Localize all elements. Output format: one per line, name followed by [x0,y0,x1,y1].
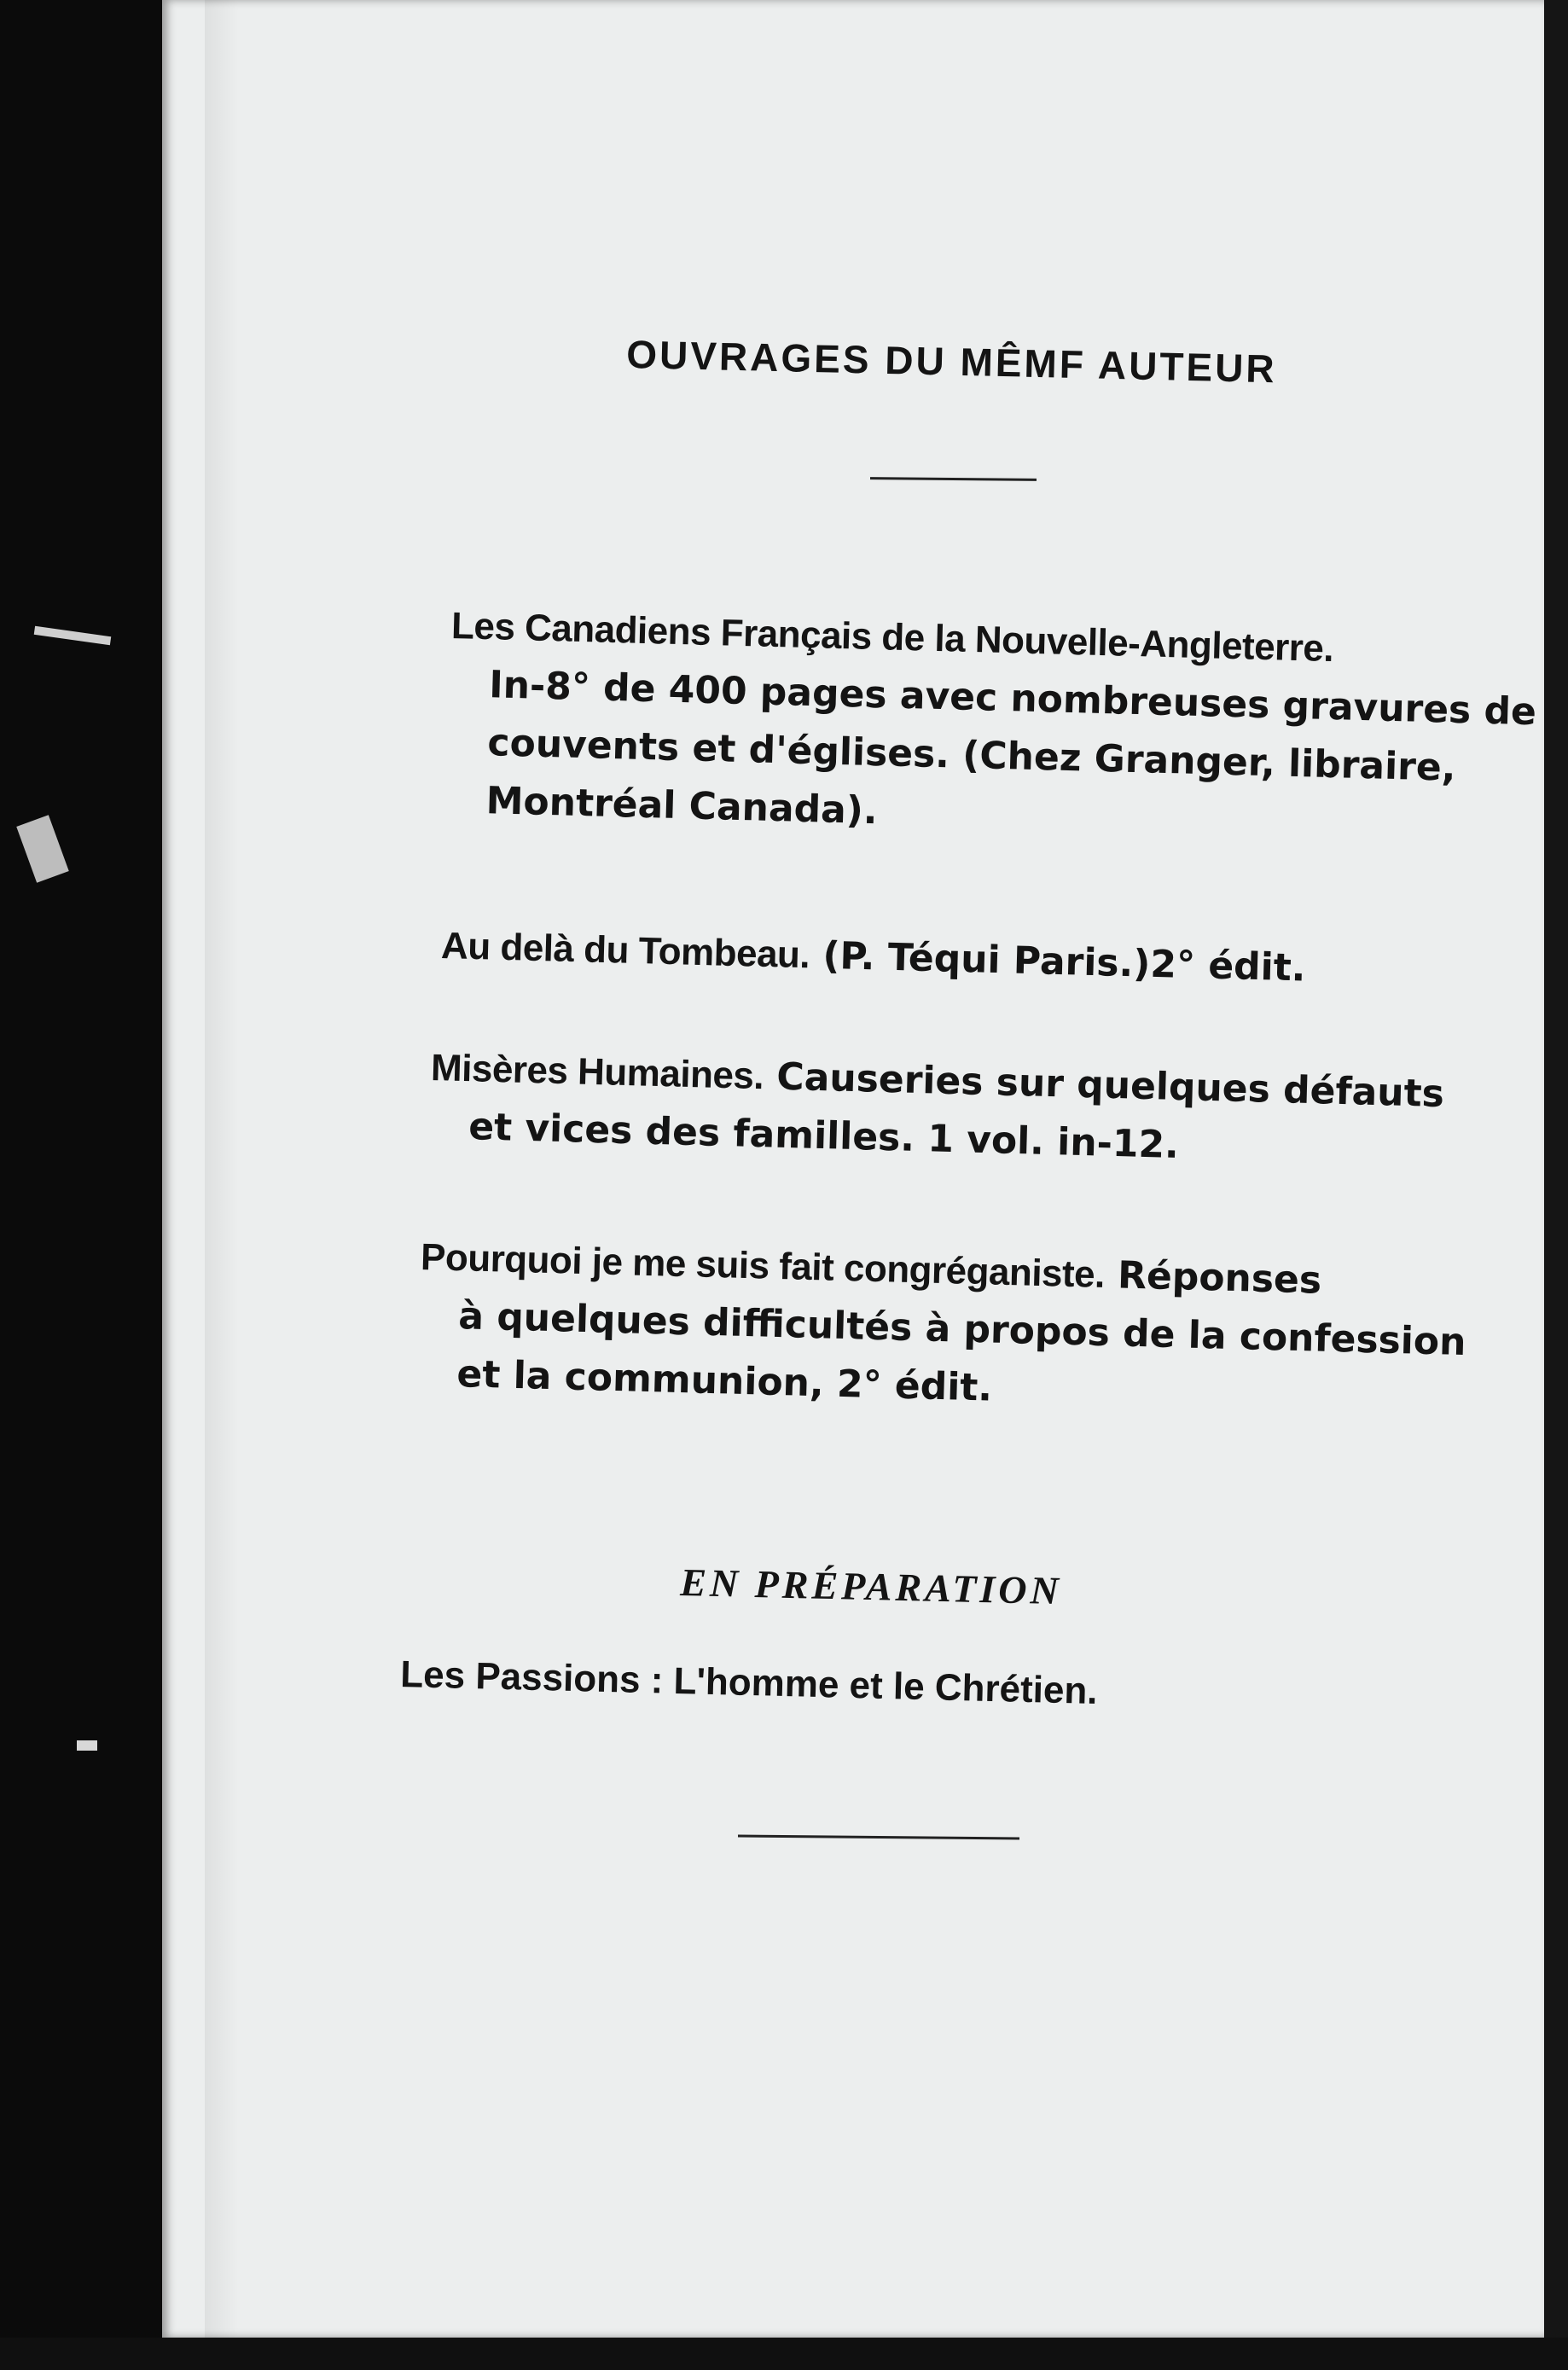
preparation-heading: EN PRÉPARATION [679,1560,1063,1613]
work-entry [417,1229,1468,1430]
divider-rule [738,1835,1019,1840]
work-description-line: et vices des familles. 1 vol. in-12. [467,1105,1180,1167]
work-description: (P. Téqui Paris.)2° édit. [809,933,1307,990]
work-description-line: à quelques difficultés à propos de la confession [457,1294,1467,1365]
work-entry [428,1039,1444,1182]
work-title: Au delà du Tombeau. [440,924,810,977]
work-description: Causeries sur quelques défauts [763,1054,1445,1117]
work-entry [446,597,1539,857]
work-description-line: couvents et d'églises. (Chez Granger, libraire, [486,721,1457,790]
work-description: Réponses [1104,1252,1322,1303]
work-description-line: et la communion, 2° édit. [456,1352,993,1410]
section-heading: OUVRAGES DU MÊMF AUTEUR [625,331,1278,392]
work-title: Misères Humaines. [430,1046,764,1098]
work-description-line: In-8° de 400 pages avec nombreuses gravures de [488,663,1537,735]
work-description-line: Montréal Canada). [485,779,879,834]
work-title: Pourquoi je me suis fait congréganiste. [420,1235,1106,1296]
work-entry [440,917,1306,998]
preparation-item: Les Passions : L'homme et le Chrétien. [399,1653,1099,1712]
divider-rule [870,477,1037,481]
work-title: Les Canadiens Français de la Nouvelle-Angleterre. [450,604,1334,671]
